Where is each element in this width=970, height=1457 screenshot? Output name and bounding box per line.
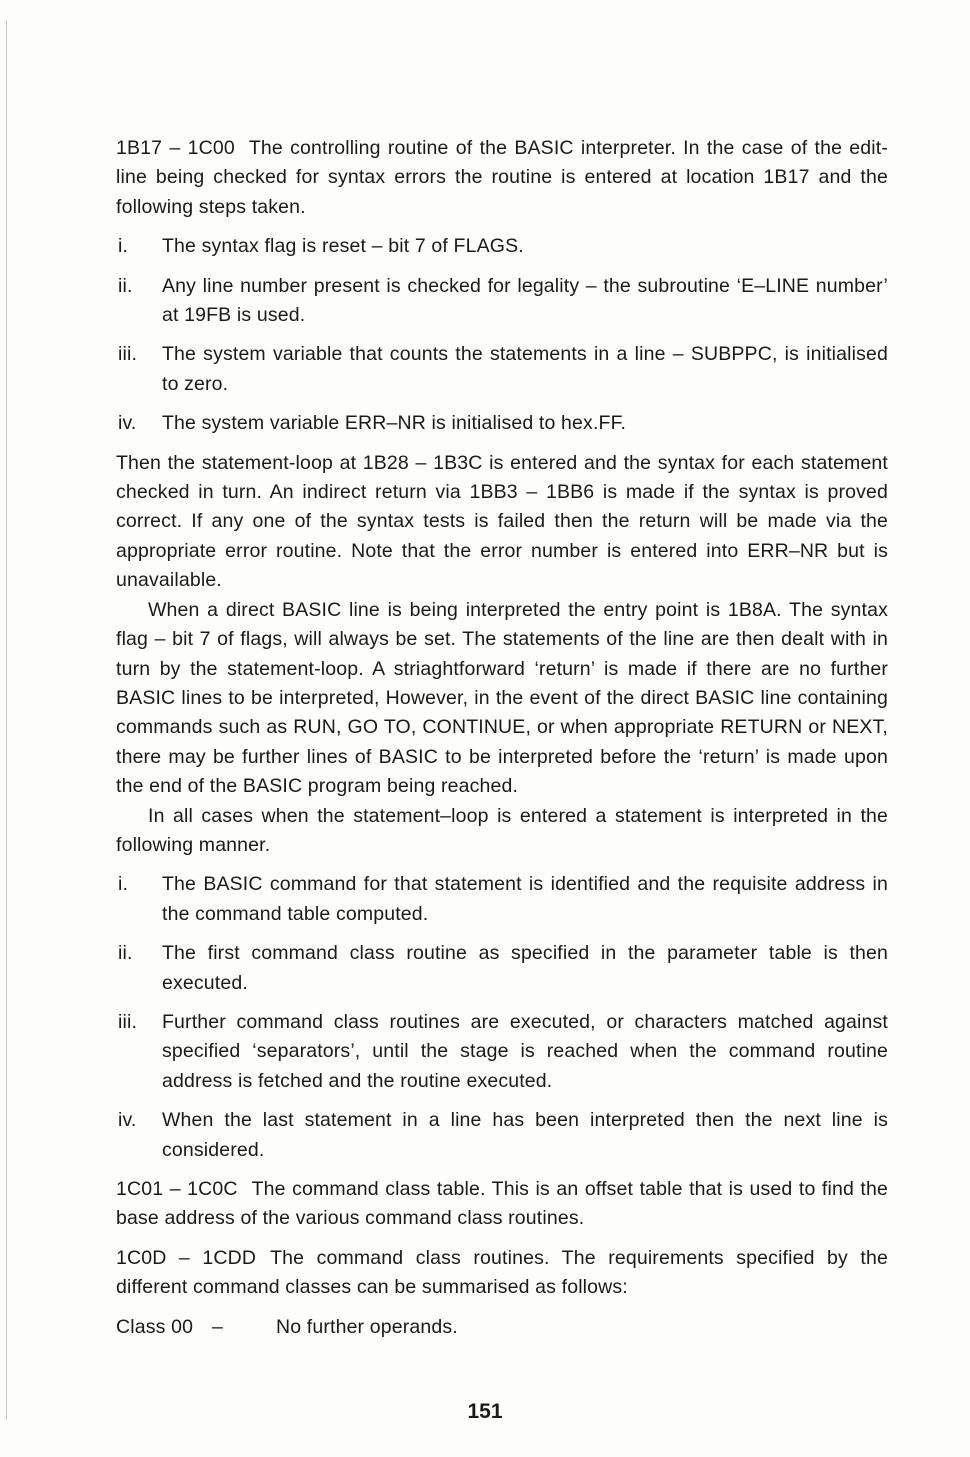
direct-line-paragraph: When a direct BASIC line is being interpreted the entry point is 1B8A. The syntax flag – bit 7 of flags, will always be set. The statements of the line are then dealt with in turn by the statement-loop. A striaghtforward ‘return’ is made if there are no further BASIC lines to be interpreted, However, in the event of the direct BASIC line containing commands such as RUN, GO TO, CONTINUE, or when appropriate RETURN or NEXT, there may be further lines of BASIC to be interpreted before the ‘return’ is made upon the end of the BASIC program being reached. (116, 598, 888, 798)
list-number: ii. (118, 942, 133, 965)
section-heading: 1C01 – 1C0C (116, 1178, 238, 1200)
list-number: i. (118, 873, 129, 896)
list-item (116, 232, 888, 261)
intro-paragraph (116, 134, 888, 222)
section-text: The command class table. This is an offset table that is used to find the base address of the various command class routines. (116, 1178, 888, 1230)
syntax-steps-list (116, 232, 888, 438)
section-text: The command class routines. The requirements specified by the different command classes can be summarised as follows: (116, 1246, 888, 1299)
class-label: Class 00 (116, 1315, 194, 1338)
interpretation-paragraph: In all cases when the statement–loop is entered a statement is interpreted in the following manner. (116, 804, 888, 856)
list-number: iii. (118, 1010, 138, 1033)
section-heading: 1C0D – 1CDD (116, 1246, 257, 1269)
statement-loop-paragraph: Then the statement-loop at 1B28 – 1B3C is entered and the syntax for each statement checked in turn. An indirect return via 1BB3 – 1BB6 is made if the syntax is proved correct. If any one of the syntax tests is failed then the return will be made via the appropriate error routine. Note that the error number is entered into ERR–NR but is unavailable. (116, 451, 888, 592)
list-number: i. (118, 235, 129, 258)
list-number: iv. (118, 1109, 137, 1132)
list-number: iv. (118, 412, 137, 435)
command-class-table-paragraph (116, 1175, 888, 1234)
list-text: Further command class routines are executed, or characters matched against specified ‘separators’, until the stage is reached when the command routine address is fetched and the routine executed. (162, 1010, 888, 1092)
command-class-routines-paragraph (116, 1244, 888, 1303)
list-text: Any line number present is checked for legality – the subroutine ‘E–LINE number’ at 19FB is used. (162, 274, 888, 327)
list-item (116, 939, 888, 998)
class-description: No further operands. (276, 1315, 458, 1338)
class-line (116, 1313, 888, 1342)
class-dash: – (212, 1315, 223, 1338)
page-number: 151 (467, 1400, 503, 1423)
intro-heading: 1B17 – 1C00 (116, 137, 235, 159)
interpret-steps-list (116, 870, 888, 1165)
list-text: When the last statement in a line has been interpreted then the next line is considered. (162, 1109, 888, 1161)
intro-text: The controlling routine of the BASIC interpreter. In the case of the edit-line being checked for syntax errors the routine is entered at location 1B17 and the following steps taken. (116, 137, 888, 218)
list-text: The system variable that counts the statements in a line – SUBPPC, is initialised to zero. (162, 343, 888, 395)
list-text: The system variable ERR–NR is initialised to hex.FF. (162, 412, 627, 435)
list-item (116, 340, 888, 399)
list-item (116, 409, 888, 438)
list-item (116, 1106, 888, 1165)
list-number: ii. (118, 274, 133, 297)
list-text: The syntax flag is reset – bit 7 of FLAGS. (162, 235, 524, 258)
list-item (116, 1008, 888, 1096)
list-text: The BASIC command for that statement is identified and the requisite address in the command table computed. (162, 873, 888, 925)
list-text: The first command class routine as specified in the parameter table is then executed. (162, 942, 888, 994)
list-item (116, 870, 888, 929)
list-item (116, 272, 888, 331)
page-edge-shadow (6, 20, 7, 1420)
page-body (116, 134, 888, 1342)
list-number: iii. (118, 343, 138, 366)
